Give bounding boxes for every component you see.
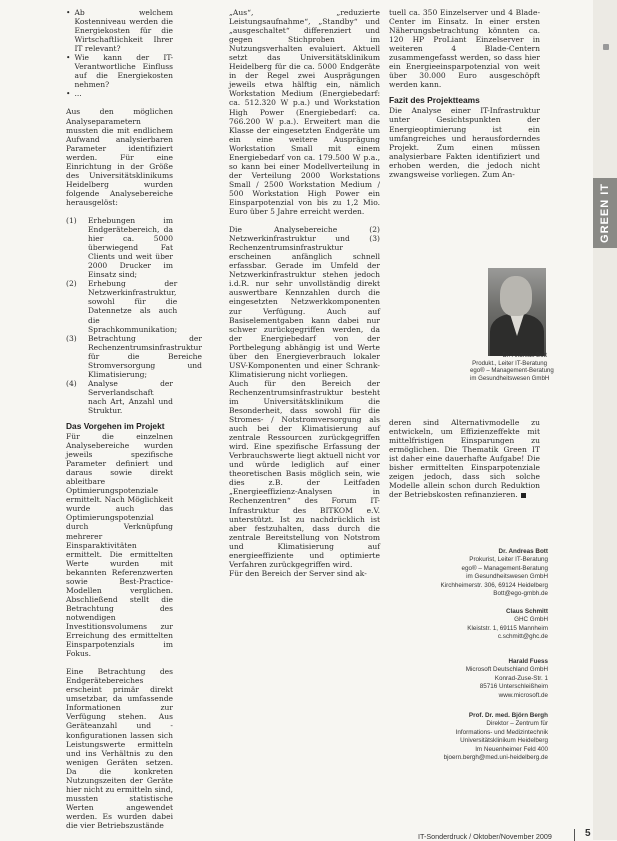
author-credit: Prof. Dr. med. Björn Bergh Direktor – Zentrum für Informations- und Medizintechnik Universitätsklinikum Heidelberg Im Neuenheimer Feld 400 bjoern.bergh@med.uni-heidelberg.de	[443, 712, 548, 762]
corner-marker	[603, 44, 609, 50]
paragraph: Die Analysebereiche (2) Netzwerkinfrastruktur und (3) Rechenzentrumsinfrastruktur erscheinen anfänglich schnell erfassbar. Gerade im Umfeld der Netzwerkinfrastruktur stehen jedoch i.d.R. nur sehr unvollständig direkt auswertbare Kennzahlen durch die eingesetzten Netzwerkkomponenten zur Verfügung. Auch auf Basiselementgaben kann dabei nur schwer zurückgegriffen werden, da der Energiebedarf von der Portbelegung abhängig ist und Werte über den Energieverbrauch lokaler USV-Komponenten und einer Schrank-Klimatisierung nicht vorliegen.	[229, 225, 380, 379]
end-mark-icon	[521, 493, 526, 498]
footer-divider	[574, 829, 575, 841]
footer-publication: IT-Sonderdruck / Oktober/November 2009	[418, 832, 552, 841]
paragraph: Die Analyse einer IT-Infrastruktur unter Gesichtspunkten der Energieoptimierung ist ein umfangreiches und herausforderndes Projekt. Zum einen müssen analysierbare Fakten identifiziert und erhoben werden, die jedoch nicht zwangsweise vorliegen. Zum An-	[389, 106, 540, 179]
paragraph: Für den Bereich der Server sind ak-	[229, 568, 367, 578]
paragraph: „Aus“, „reduzierte Leistungsaufnahme“, „Standby“ und „ausgeschaltet“ differenziert und gegen Stichproben im Nutzungsverhalten evaluiert. Aktuell setzt das Universitätsklinikum Heidelberg für die ca. 5000 Endgeräte in der Regel zwei Ausprägungen jeweils etwa hälftig ein, nämlich Workstation Medium (Energiebedarf: ca. 512.320 W p.a.) und Workstation High Power (Energiebedarf: ca. 766.200 W p.a.). Erweitert man die Klasse der eingesetzten Endgeräte um ein eine weitere Ausprägung Workstation Small mit einem Energiebedarf von ca. 179.500 W p.a., so kann bei einer Modellverteilung in der Verteilung 2000 Workstations Small / 2500 Workstation Medium / 500 Workstation High Power ein Einsparpotenzial von bis zu 1,2 Mio. Euro über 5 Jahre erreicht werden.	[229, 8, 380, 217]
page-number: 5	[585, 828, 591, 839]
paragraph: Auch für den Bereich der Rechenzentrumsinfrastruktur besteht im Universitätsklinikum die Besonderheit, dass sowohl für die Stromes- / Notstromversorgung als auch bei der Klimatisierung auf zentrale Ressourcen zurückgegriffen wird. Eine spezifische Erfassung der Verbrauchswerte liegt aktuell nicht vor und würde lediglich auf einer theoretischen Basis möglich sein, wie dies z.B. der Leitfaden „Energieeffizienz-Analysen in Rechenzentren“ des Forum IT-Infrastruktur des BITKOM e.V. unterstützt. Ist zu nachdrücklich ist aber festzuhalten, dass durch die zentrale Bereitstellung von Notstrom und Klimatisierung auf energieeffiziente und optimierte Verfahren zurückgegriffen wird.	[229, 378, 380, 569]
numbered-item: (2) Erhebung der Netzwerkinfrastruktur, sowohl für die Datennetze als auch die Sprachkommunikation;	[66, 279, 178, 334]
section-tab-label: GREEN IT	[599, 183, 612, 243]
photo-caption: Dr. Andreas Bott Produkt., Leiter IT-Beratung ego® – Management-Beratung im Gesundheitswesen GmbH	[470, 352, 554, 382]
section-heading-fazit: Fazit des Projektteams	[389, 95, 480, 106]
column-3	[389, 8, 540, 179]
paragraph: Eine Betrachtung des Endgerätebereiches erscheint primär direkt umsetzbar, da umfassende Informationen zur Verfügung stehen. Aus Geräteanzahl und -konfigurationen lassen sich Leistungswerte ermitteln und ins Verhältnis zu den wenigen Geräten setzen. Da die konkreten Nutzungszeiten der Geräte hier nicht zu ermitteln sind, mussten statistische Werten angewendet werden. Es wurden dabei die vier Betriebszustände	[66, 667, 174, 830]
numbered-item: (3) Betrachtung der Rechenzentrumsinfrastruktur für die Bereiche Stromversorgung und Klimatisierung;	[66, 333, 203, 379]
paragraph: Für die einzelnen Analysebereiche wurden jeweils spezifische Parameter definiert und daraus sowie direkt ableitbare Optimierungspotenziale ermittelt. Nach Möglichkeit wurde auch das Optimierungspotenzial durch Verknüpfung mehrerer Einsparaktivitäten ermittelt. Die ermittelten Werte wurden mit bekannten Referenzwerten sowie Best-Practice-Modellen verglichen. Abschließend stellt die Betrachtung des notwendigen Investitionsvolumens zur Erreichung des ermittelten Einsparpotenzials im Fokus.	[66, 432, 173, 659]
author-credit: Dr. Andreas Bott Prokurist, Leiter IT-Beratung ego® – Management-Beratung im Gesundheitswesen GmbH Kirchheimerstr. 306, 69124 Heidelberg Bott@ego-gmbh.de	[440, 548, 548, 598]
section-tab-green-it	[593, 178, 617, 248]
column-2	[229, 8, 380, 578]
author-credit: Harald Fuess Microsoft Deutschland GmbH Konrad-Zuse-Str. 1 85716 Unterschleißheim www.microsoft.de	[465, 658, 548, 699]
numbered-item: (1) Erhebungen im Endgerätebereich, da hier ca. 5000 überwiegend Fat Clients und weit über 2000 Drucker im Einsatz sind;	[66, 215, 173, 280]
paragraph: deren sind Alternativmodelle zu entwickeln, um Effizienzeffekte mit mittelfristigen Einsparungen zu ermöglichen. Die Thematik Green IT ist daher eine dauerhafte Aufgabe! Die bisher ermittelten Einsparpotenziale zeigen jedoch, dass sich solche Modelle allein schon durch Reduktion der Betriebskosten refinanzieren.	[389, 418, 540, 500]
numbered-item: (4) Analyse der Serverlandschaft nach Art, Anzahl und Struktur.	[66, 378, 173, 415]
side-tab-strip	[593, 0, 617, 840]
column-1	[66, 8, 203, 830]
paragraph: Aus den möglichen Analyseparametern mussten die mit endlichem Aufwand analysierbaren Parameter identifiziert werden. Für eine Einrichtung in der Größe des Universitätsklinikums Heidelberg wurden folgende Analysebereiche herausgelöst:	[66, 107, 173, 207]
author-photo	[488, 268, 546, 356]
column-3-continued	[389, 418, 540, 499]
bullet-item: • Wie kann der IT-Verantwortliche Einfluss auf die Energiekosten nehmen?	[66, 53, 173, 90]
section-heading-vorgehen: Das Vorgehen im Projekt	[66, 421, 165, 432]
bullet-item: • ...	[66, 89, 82, 99]
paragraph: tuell ca. 350 Einzelserver und 4 Blade-Center im Einsatz. In einer ersten Näherungsbetrachtung könnten ca. 120 HP ProLiant Einzelserver in weiteren 4 Blade-Centern zusammengefasst werden, so dass hier ein Energieeinsparpotenzial von weit über 30.000 Euro ausgeschöpft werden kann.	[389, 8, 540, 90]
bullet-item: • Ab welchem Kostenniveau werden die Energiekosten für die Wirtschaftlichkeit Ihrer IT relevant?	[66, 8, 173, 54]
author-credit: Claus Schmitt GHC GmbH Kleiststr. 1, 69115 Mannheim c.schmitt@ghc.de	[467, 608, 548, 641]
